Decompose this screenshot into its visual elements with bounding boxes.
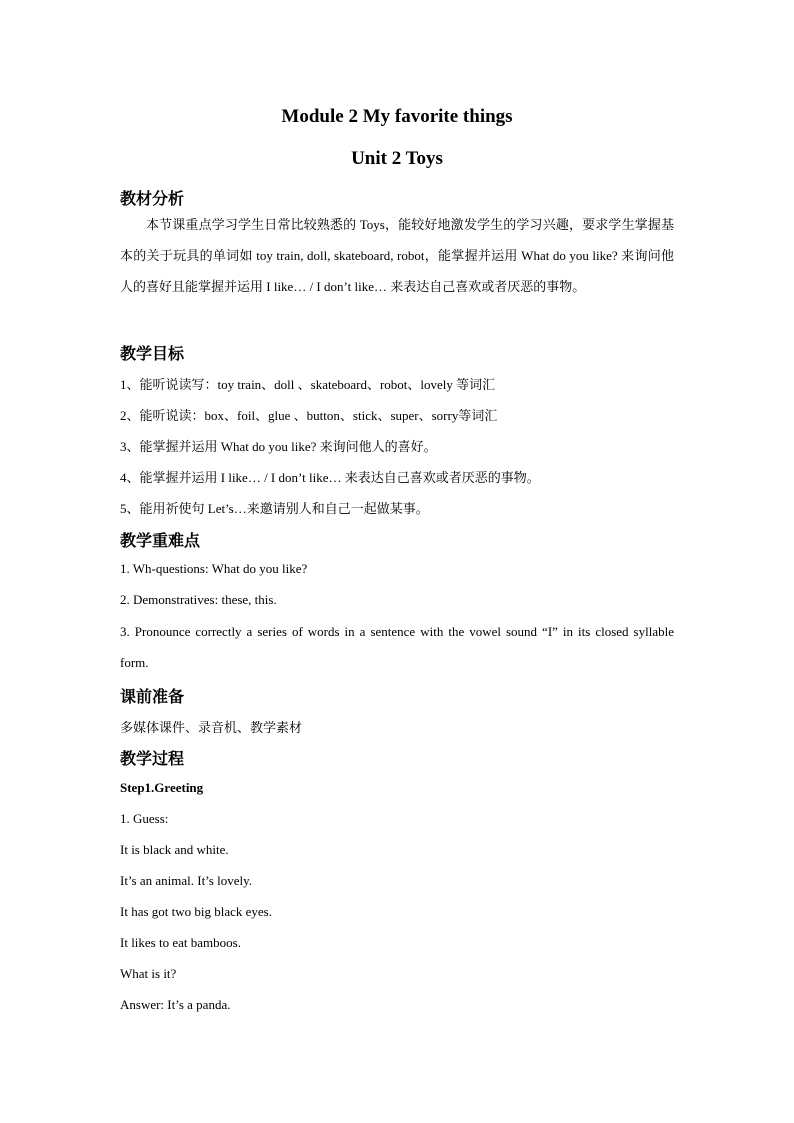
objective-item: 1、能听说读写：toy train、doll 、skateboard、robot、lovely 等词汇 xyxy=(120,377,496,392)
section-heading-process: 教学过程 xyxy=(120,749,185,768)
process-line: What is it? xyxy=(120,966,177,981)
process-line: It is black and white. xyxy=(120,842,229,857)
preparation-text: 多媒体课件、录音机、教学素材 xyxy=(120,720,303,735)
section-heading-objectives: 教学目标 xyxy=(120,344,185,363)
key-point-item: 1. Wh-questions: What do you like? xyxy=(120,561,308,576)
process-line: Answer: It’s a panda. xyxy=(120,997,231,1012)
objective-item: 2、能听说读：box、foil、glue 、button、stick、super、sorry等词汇 xyxy=(120,408,498,423)
objective-item: 3、能掌握并运用 What do you like? 来询问他人的喜好。 xyxy=(120,439,437,454)
step-heading: Step1.Greeting xyxy=(120,780,204,795)
document-subtitle: Unit 2 Toys xyxy=(351,148,443,169)
process-line: It’s an animal. It’s lovely. xyxy=(120,873,253,888)
key-point-item: 3. Pronounce correctly a series of words in a sentence with the vowel sound “I” in its closed syllable form. xyxy=(120,624,674,670)
objective-item: 5、能用祈使句 Let’s…来邀请别人和自己一起做某事。 xyxy=(120,501,429,516)
analysis-paragraph: 本节课重点学习学生日常比较熟悉的 Toys，能较好地激发学生的学习兴趣，要求学生掌握基本的关于玩具的单词如 toy train, doll, skateboard, robot，能掌握并运用 What do you like? 来询问他人的喜好且能掌握并运用 I like… / I don’t like… 来表达自己喜欢或者厌恶的事物。 xyxy=(120,217,674,294)
process-line: It has got two big black eyes. xyxy=(120,904,272,919)
section-heading-analysis: 教材分析 xyxy=(120,189,185,208)
key-point-item: 2. Demonstratives: these, this. xyxy=(120,592,277,607)
section-heading-key-points: 教学重难点 xyxy=(120,531,201,550)
process-line: It likes to eat bamboos. xyxy=(120,935,241,950)
objective-item: 4、能掌握并运用 I like… / I don’t like… 来表达自己喜欢或者厌恶的事物。 xyxy=(120,470,540,485)
process-line: 1. Guess: xyxy=(120,811,169,826)
section-heading-preparation: 课前准备 xyxy=(120,687,185,706)
document-title: Module 2 My favorite things xyxy=(281,106,513,127)
